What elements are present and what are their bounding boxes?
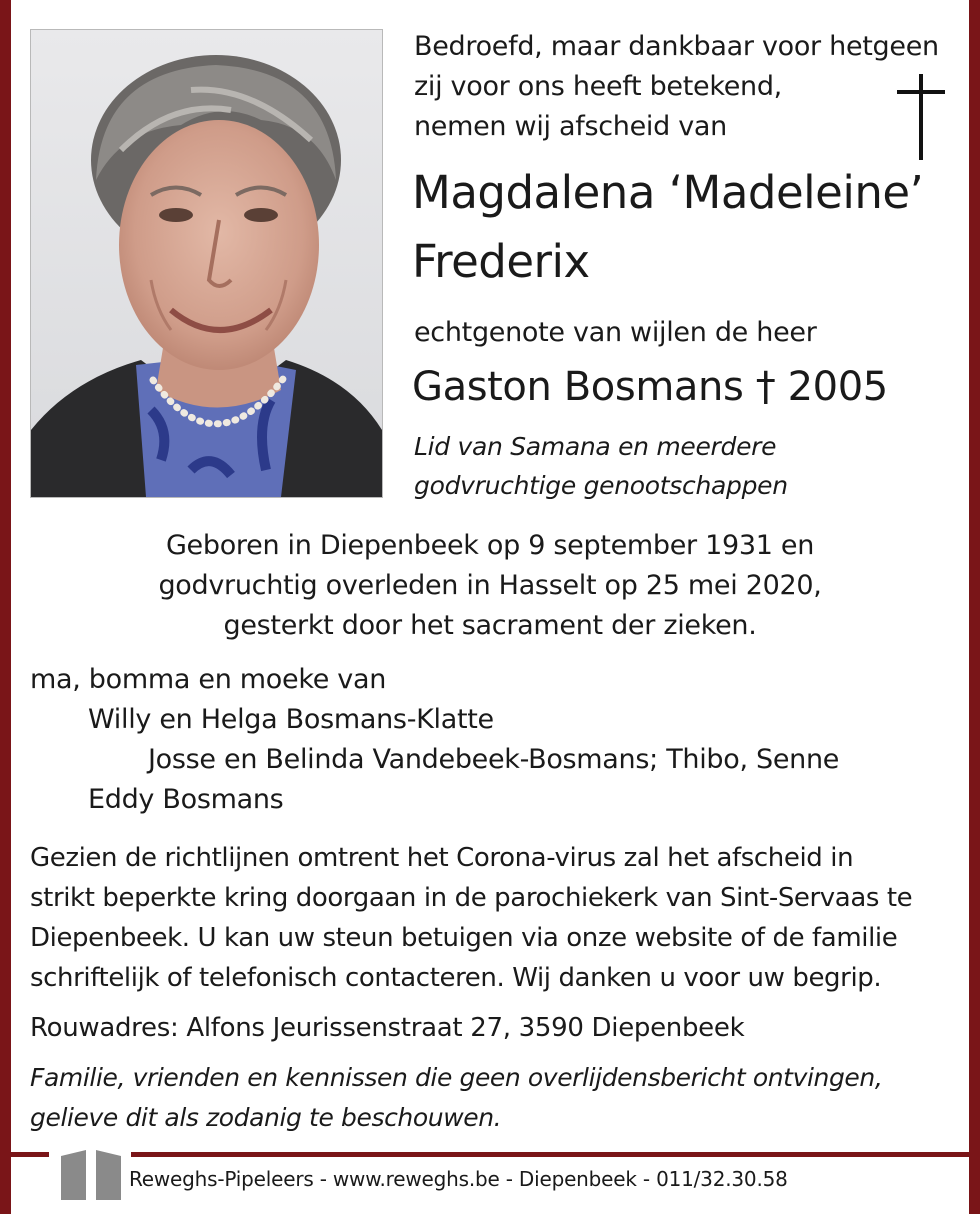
birth-death-text	[11, 526, 969, 646]
footer-contact: Reweghs-Pipeleers - www.reweghs.be - Diepenbeek - 011/32.30.58	[129, 1167, 788, 1191]
intro-line: zij voor ons heeft betekend,	[414, 71, 782, 102]
closing-line: Familie, vrienden en kennissen die geen overlijdensbericht ontvingen,	[30, 1063, 883, 1092]
notice-line: schriftelijk of telefonisch contacteren. Wij danken u voor uw begrip.	[30, 963, 882, 993]
footer-divider	[11, 1152, 969, 1157]
notice-line: Gezien de richtlijnen omtrent het Corona-virus zal het afscheid in	[30, 843, 854, 873]
membership-line: Lid van Samana en meerdere	[414, 432, 777, 461]
notice-line: Diepenbeek. U kan uw steun betuigen via onze website of de familie	[30, 923, 898, 953]
intro-line: Bedroefd, maar dankbaar voor hetgeen	[414, 31, 939, 62]
funeral-home-logo-icon	[57, 1146, 125, 1200]
closing-text	[30, 1058, 882, 1138]
mourning-address: Rouwadres: Alfons Jeurissenstraat 27, 3590 Diepenbeek	[30, 1013, 745, 1043]
intro-text	[414, 27, 969, 147]
deceased-name-last: Frederix	[412, 235, 590, 288]
spouse-intro: echtgenote van wijlen de heer	[414, 317, 817, 348]
deceased-name-first: Magdalena ‘Madeleine’	[412, 166, 924, 219]
spouse-name: Gaston Bosmans † 2005	[412, 364, 888, 410]
family-member: Willy en Helga Bosmans-Klatte	[88, 704, 494, 735]
birth-death-line: Geboren in Diepenbeek op 9 september 1931 en	[165, 530, 815, 561]
funeral-notice	[30, 838, 912, 998]
family-lead: ma, bomma en moeke van	[30, 664, 387, 695]
portrait-photo	[30, 29, 383, 498]
intro-line: nemen wij afscheid van	[414, 111, 727, 142]
closing-line: gelieve dit als zodanig te beschouwen.	[30, 1103, 502, 1132]
family-member: Josse en Belinda Vandebeek-Bosmans; Thibo, Senne	[148, 744, 840, 775]
membership-text	[414, 427, 788, 505]
obituary-card	[11, 0, 969, 1214]
notice-line: strikt beperkte kring doorgaan in de parochiekerk van Sint-Servaas te	[30, 883, 913, 913]
birth-death-line: godvruchtig overleden in Hasselt op 25 mei 2020,	[158, 570, 822, 601]
cross-icon	[897, 74, 947, 160]
membership-line: godvruchtige genootschappen	[414, 471, 788, 500]
family-member: Eddy Bosmans	[88, 784, 284, 815]
family-list	[30, 660, 839, 820]
birth-death-line: gesterkt door het sacrament der zieken.	[223, 610, 757, 641]
